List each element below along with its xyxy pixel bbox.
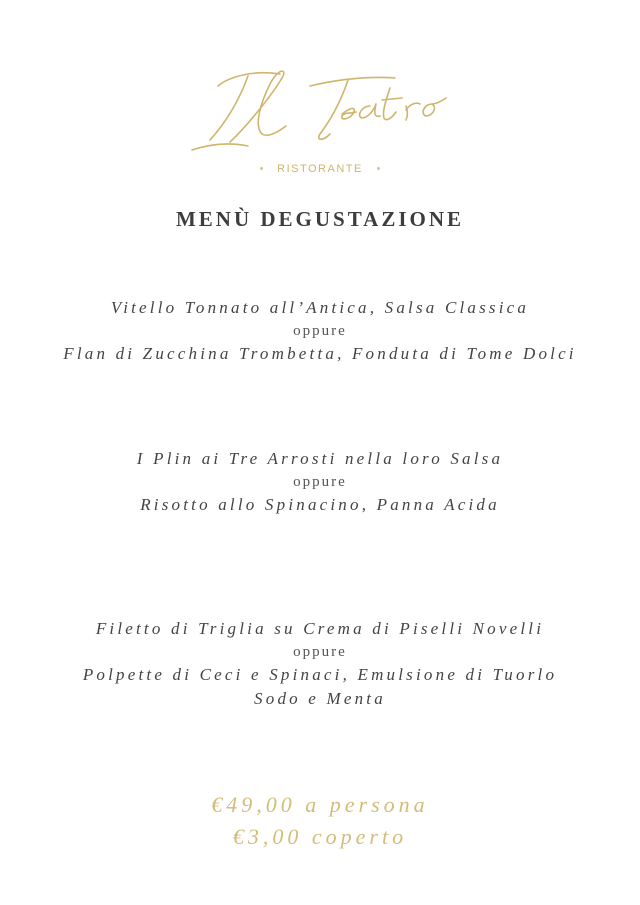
course-appetizer <box>0 296 640 366</box>
option-separator: oppure <box>293 644 347 660</box>
dot-ornament-left <box>260 167 263 170</box>
menu-title: MENÙ DEGUSTAZIONE <box>175 207 465 231</box>
dish-option-a: Vitello Tonnato all’Antica, Salsa Classica <box>110 298 530 317</box>
price-per-person: €49,00 a persona <box>211 792 429 817</box>
pricing-block <box>0 789 640 853</box>
dish-option-b: Flan di Zucchina Trombetta, Fonduta di Tome Dolci <box>63 344 577 363</box>
dish-option-a: I Plin ai Tre Arrosti nella loro Salsa <box>136 449 504 468</box>
logo-subtitle <box>0 163 640 175</box>
option-separator: oppure <box>293 474 347 490</box>
option-separator: oppure <box>293 323 347 339</box>
dish-option-b: Risotto allo Spinacino, Panna Acida <box>140 495 500 514</box>
restaurant-type-label: RISTORANTE <box>277 163 363 175</box>
dish-option-b-line1: Polpette di Ceci e Spinaci, Emulsione di Tuorlo <box>82 665 558 684</box>
dish-option-a: Filetto di Triglia su Crema di Piselli Novelli <box>95 619 545 638</box>
dot-ornament-right <box>377 167 380 170</box>
course-first <box>0 447 640 517</box>
logo-script-mark <box>170 58 470 168</box>
restaurant-logo <box>170 58 470 168</box>
cover-charge: €3,00 coperto <box>232 824 408 849</box>
dish-option-b-line2: Sodo e Menta <box>254 689 386 708</box>
course-main <box>0 617 640 711</box>
